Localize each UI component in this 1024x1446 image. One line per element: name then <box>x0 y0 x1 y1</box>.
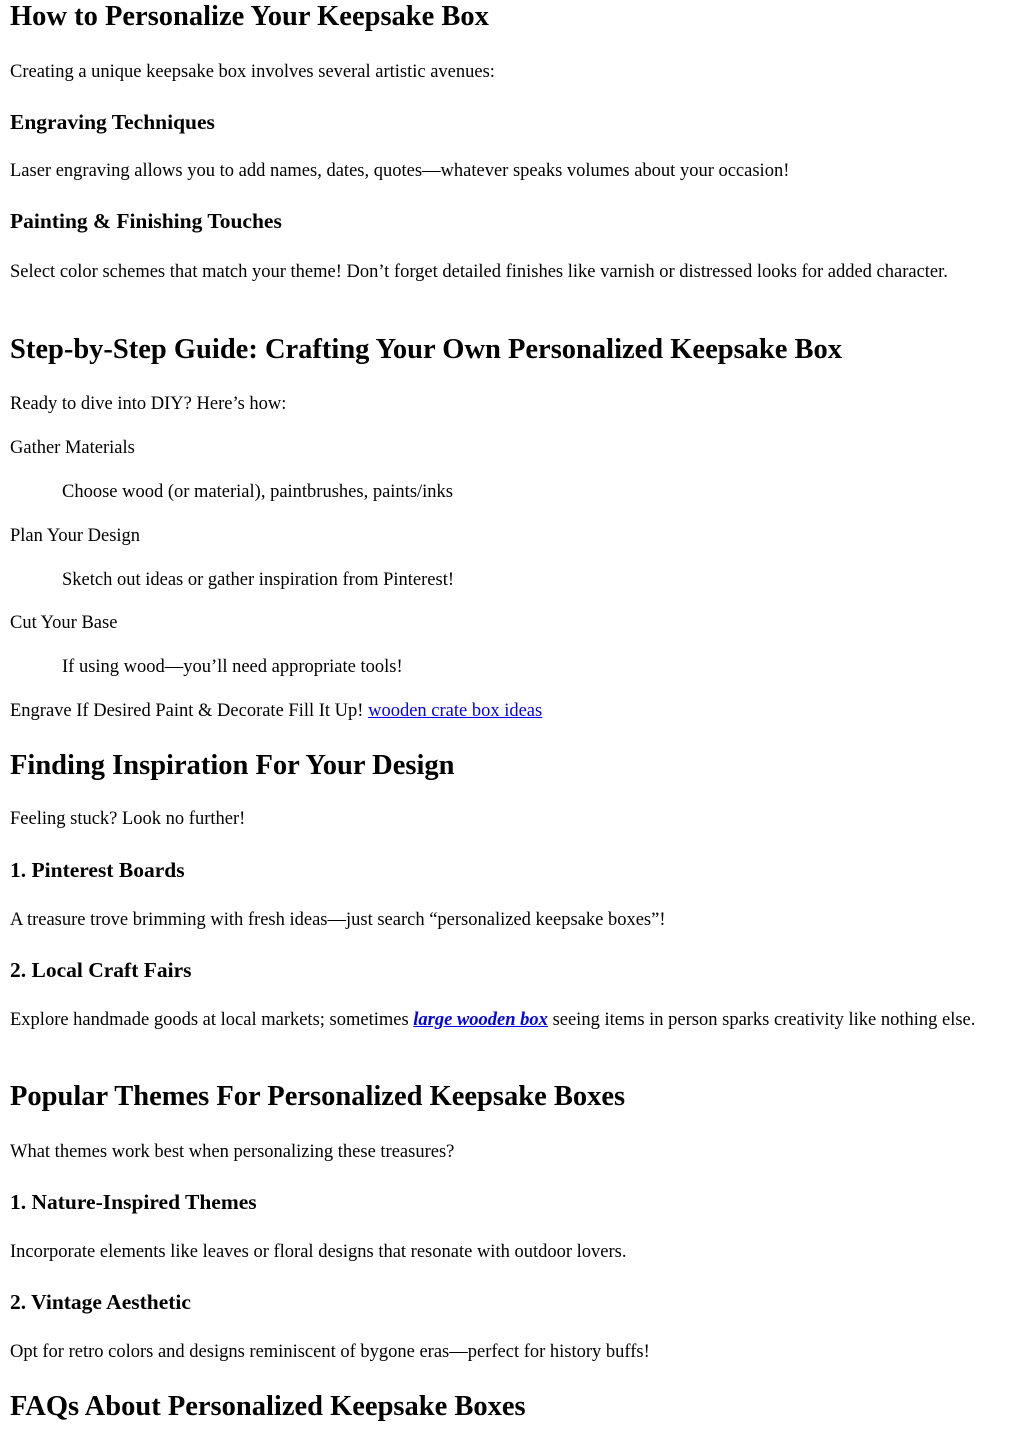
subheading-engraving: Engraving Techniques <box>10 110 215 134</box>
pinterest-boards-text: A treasure trove brimming with fresh ideas—just search “personalized keepsake boxes”! <box>10 910 666 930</box>
engraving-text: Laser engraving allows you to add names, dates, quotes—whatever speaks volumes about your occasion! <box>10 161 790 181</box>
step-title-gather-materials: Gather Materials <box>10 438 135 458</box>
step-title-cut-base: Cut Your Base <box>10 613 118 633</box>
craft-fairs-text-before: Explore handmade goods at local markets; sometimes <box>10 1010 409 1030</box>
section-heading-guide: Step-by-Step Guide: Crafting Your Own Personalized Keepsake Box <box>10 334 843 365</box>
painting-text: Select color schemes that match your theme! Don’t forget detailed finishes like varnish or distressed looks for added character. <box>10 262 948 282</box>
themes-intro: What themes work best when personalizing these treasures? <box>10 1142 455 1162</box>
inspiration-intro: Feeling stuck? Look no further! <box>10 809 246 829</box>
guide-intro: Ready to dive into DIY? Here’s how: <box>10 394 287 414</box>
subheading-nature-inspired: 1. Nature-Inspired Themes <box>10 1190 257 1214</box>
step-title-plan-design: Plan Your Design <box>10 526 141 546</box>
local-craft-fairs-text <box>10 1009 1010 1032</box>
step-detail-cut-base: If using wood—you’ll need appropriate tools! <box>62 657 403 677</box>
section-heading-themes: Popular Themes For Personalized Keepsake Boxes <box>10 1081 626 1112</box>
step-detail-plan-design: Sketch out ideas or gather inspiration from Pinterest! <box>62 570 455 590</box>
personalize-intro: Creating a unique keepsake box involves several artistic avenues: <box>10 62 495 82</box>
nature-inspired-text: Incorporate elements like leaves or floral designs that resonate with outdoor lovers. <box>10 1242 627 1262</box>
wooden-crate-box-ideas-link[interactable]: wooden crate box ideas <box>368 701 543 721</box>
vintage-aesthetic-text: Opt for retro colors and designs reminiscent of bygone eras—perfect for history buffs! <box>10 1342 650 1362</box>
section-heading-faqs: FAQs About Personalized Keepsake Boxes <box>10 1391 526 1422</box>
large-wooden-box-link[interactable]: large wooden box <box>413 1010 548 1030</box>
remaining-steps-line <box>10 700 1010 723</box>
section-heading-inspiration: Finding Inspiration For Your Design <box>10 750 455 781</box>
section-heading-personalize: How to Personalize Your Keepsake Box <box>10 1 489 32</box>
subheading-local-craft-fairs: 2. Local Craft Fairs <box>10 958 192 982</box>
subheading-pinterest-boards: 1. Pinterest Boards <box>10 858 185 882</box>
step-detail-gather-materials: Choose wood (or material), paintbrushes, paints/inks <box>62 482 454 502</box>
subheading-painting: Painting & Finishing Touches <box>10 209 282 233</box>
craft-fairs-text-after: seeing items in person sparks creativity like nothing else. <box>552 1010 976 1030</box>
remaining-steps-text: Engrave If Desired Paint & Decorate Fill It Up! <box>10 701 364 721</box>
subheading-vintage-aesthetic: 2. Vintage Aesthetic <box>10 1290 191 1314</box>
